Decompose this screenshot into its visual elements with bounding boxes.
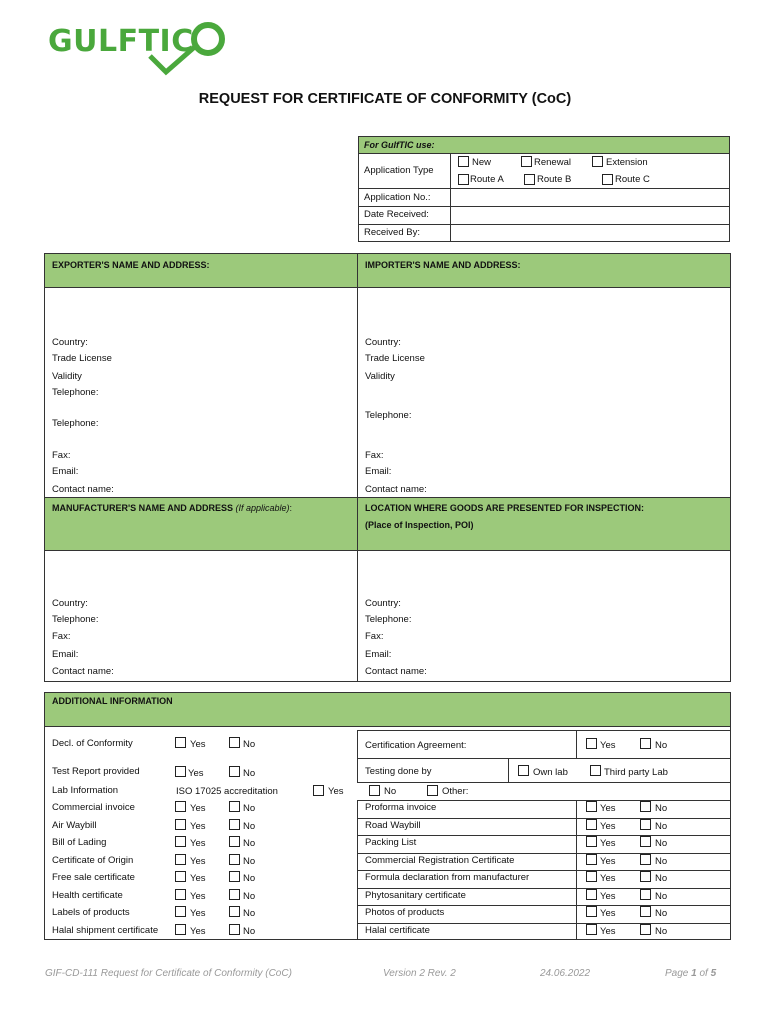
- manufacturer-contact: Contact name:: [52, 666, 114, 677]
- doc-row-left-yes-label: Yes: [190, 890, 206, 902]
- doc-row-right-yes-label: Yes: [600, 855, 616, 867]
- test-report-label: Test Report provided: [52, 766, 140, 777]
- office-use-header: For GulfTIC use:: [364, 140, 435, 150]
- footer-date: 24.06.2022: [540, 968, 591, 979]
- location-address-field[interactable]: [359, 552, 729, 596]
- doc-row-left-label: Health certificate: [52, 889, 123, 901]
- decl-no-checkbox[interactable]: [229, 737, 240, 748]
- doc-row-right-no-checkbox[interactable]: [640, 836, 651, 847]
- doc-row-left-yes-checkbox[interactable]: [175, 819, 186, 830]
- doc-row-left-label: Air Waybill: [52, 819, 97, 831]
- doc-row-left-no-label: No: [243, 803, 256, 814]
- doc-row-left-no-label: No: [243, 908, 256, 919]
- iso-no-label: No: [384, 786, 397, 797]
- application-type-label: Application Type: [364, 165, 434, 176]
- application-no-label: Application No.:: [364, 192, 431, 203]
- doc-row-left-no-checkbox[interactable]: [229, 801, 240, 812]
- location-email: Email:: [365, 649, 392, 660]
- exporter-fax: Fax:: [52, 450, 71, 461]
- doc-row-right-yes-label: Yes: [600, 890, 616, 902]
- iso-no-checkbox[interactable]: [369, 785, 380, 796]
- importer-fax: Fax:: [365, 450, 384, 461]
- received-by-field[interactable]: [452, 225, 728, 241]
- doc-row-right-yes-label: Yes: [600, 925, 616, 937]
- cert-agreement-no-checkbox[interactable]: [640, 738, 651, 749]
- footer-page-of: of: [696, 968, 711, 979]
- third-party-lab-label: Third party Lab: [604, 767, 668, 778]
- doc-row-right-no-checkbox[interactable]: [640, 924, 651, 935]
- own-lab-checkbox[interactable]: [518, 765, 529, 776]
- manufacturer-address-field[interactable]: [46, 552, 355, 596]
- doc-row-left-no-checkbox[interactable]: [229, 836, 240, 847]
- doc-row-left-yes-label: Yes: [190, 820, 206, 832]
- date-received-field[interactable]: [452, 207, 728, 223]
- additional-header: ADDITIONAL INFORMATION: [52, 696, 173, 706]
- location-header: LOCATION WHERE GOODS ARE PRESENTED FOR INSPECTION:: [365, 503, 645, 513]
- importer-email: Email:: [365, 466, 392, 477]
- doc-row-right-label: Road Waybill: [365, 819, 421, 831]
- footer-version: Version 2 Rev. 2: [383, 968, 456, 979]
- route-c-label: Route C: [615, 174, 650, 185]
- test-report-yes-label: Yes: [188, 768, 204, 779]
- exporter-trade-license: Trade License: [52, 353, 112, 364]
- importer-header: IMPORTER'S NAME AND ADDRESS:: [365, 260, 521, 270]
- doc-row-right-yes-checkbox[interactable]: [586, 836, 597, 847]
- doc-row-right-label: Phytosanitary certificate: [365, 889, 466, 901]
- application-no-field[interactable]: [452, 189, 728, 205]
- route-c-checkbox[interactable]: [602, 174, 613, 185]
- iso-yes-label: Yes: [328, 786, 344, 797]
- doc-row-right-yes-label: Yes: [600, 803, 616, 814]
- page-title: REQUEST FOR CERTIFICATE OF CONFORMITY (CoC): [198, 91, 572, 107]
- doc-row-right-no-checkbox[interactable]: [640, 801, 651, 812]
- footer-page-number: 1: [691, 968, 697, 979]
- doc-row-right-no-label: No: [655, 908, 668, 919]
- location-contact: Contact name:: [365, 666, 427, 677]
- doc-row-left-yes-checkbox[interactable]: [175, 906, 186, 917]
- exporter-country: Country:: [52, 337, 88, 348]
- test-report-no-label: No: [243, 768, 256, 779]
- doc-row-right-no-checkbox[interactable]: [640, 854, 651, 865]
- doc-row-right-yes-checkbox[interactable]: [586, 924, 597, 935]
- exporter-telephone-2: Telephone:: [52, 418, 99, 429]
- lab-info-label: Lab Information: [52, 785, 119, 796]
- doc-row-right-label: Proforma invoice: [365, 802, 437, 813]
- doc-row-right-no-label: No: [655, 855, 668, 867]
- doc-row-left-label: Free sale certificate: [52, 872, 135, 883]
- doc-row-left-no-label: No: [243, 820, 256, 832]
- exporter-contact: Contact name:: [52, 484, 114, 495]
- manufacturer-header-title: MANUFACTURER'S NAME AND ADDRESS: [52, 503, 233, 513]
- doc-row-left-yes-checkbox[interactable]: [175, 854, 186, 865]
- importer-contact: Contact name:: [365, 484, 427, 495]
- testing-done-by-label: Testing done by: [365, 766, 432, 777]
- doc-row-right-yes-checkbox[interactable]: [586, 871, 597, 882]
- doc-row-left-no-checkbox[interactable]: [229, 889, 240, 900]
- doc-row-left-no-label: No: [243, 838, 256, 849]
- decl-conformity-label: Decl. of Conformity: [52, 738, 133, 749]
- doc-row-left-yes-label: Yes: [190, 838, 206, 849]
- doc-row-right-label: Formula declaration from manufacturer: [365, 872, 530, 883]
- importer-trade-license: Trade License: [365, 353, 425, 364]
- doc-row-right-no-checkbox[interactable]: [640, 906, 651, 917]
- third-party-lab-checkbox[interactable]: [590, 765, 601, 776]
- other-label: Other:: [442, 786, 469, 797]
- manufacturer-telephone: Telephone:: [52, 614, 99, 625]
- footer-page-prefix: Page: [665, 968, 692, 979]
- new-label: New: [472, 157, 492, 168]
- date-received-label: Date Received:: [364, 209, 429, 220]
- doc-row-right-no-label: No: [655, 925, 668, 937]
- manufacturer-fax: Fax:: [52, 631, 71, 642]
- route-b-checkbox[interactable]: [524, 174, 535, 185]
- extension-label: Extension: [606, 157, 648, 168]
- doc-row-left-yes-label: Yes: [190, 925, 206, 937]
- location-telephone: Telephone:: [365, 614, 412, 625]
- exporter-telephone-1: Telephone:: [52, 387, 99, 398]
- doc-row-right-no-checkbox[interactable]: [640, 819, 651, 830]
- footer-page: [665, 968, 716, 979]
- doc-row-right-no-label: No: [655, 890, 668, 902]
- decl-yes-checkbox[interactable]: [175, 737, 186, 748]
- doc-row-right-yes-label: Yes: [600, 820, 616, 832]
- renewal-label: Renewal: [534, 157, 571, 168]
- cert-agreement-label: Certification Agreement:: [365, 740, 467, 751]
- cert-agreement-yes-label: Yes: [600, 740, 616, 751]
- doc-row-right-no-checkbox[interactable]: [640, 889, 651, 900]
- doc-row-right-yes-label: Yes: [600, 873, 616, 884]
- doc-row-left-no-checkbox[interactable]: [229, 906, 240, 917]
- manufacturer-country: Country:: [52, 598, 88, 609]
- cert-agreement-yes-checkbox[interactable]: [586, 738, 597, 749]
- location-subheader: (Place of Inspection, POI): [365, 520, 474, 530]
- manufacturer-email: Email:: [52, 649, 79, 660]
- doc-row-left-label: Labels of products: [52, 907, 130, 918]
- doc-row-left-yes-label: Yes: [190, 908, 206, 919]
- location-fax: Fax:: [365, 631, 384, 642]
- doc-row-right-yes-checkbox[interactable]: [586, 889, 597, 900]
- doc-row-left-no-label: No: [243, 873, 256, 884]
- exporter-header: EXPORTER'S NAME AND ADDRESS:: [52, 260, 210, 270]
- test-report-yes-checkbox[interactable]: [175, 766, 186, 777]
- importer-validity: Validity: [365, 371, 395, 382]
- doc-row-left-no-label: No: [243, 855, 256, 867]
- logo-checkmark-icon: [48, 14, 238, 84]
- doc-row-right-yes-checkbox[interactable]: [586, 854, 597, 865]
- decl-yes-label: Yes: [190, 739, 206, 750]
- doc-row-right-yes-checkbox[interactable]: [586, 819, 597, 830]
- own-lab-label: Own lab: [533, 767, 568, 778]
- manufacturer-header-note: (If applicable): [235, 503, 290, 513]
- doc-row-left-yes-checkbox[interactable]: [175, 801, 186, 812]
- doc-row-right-no-label: No: [655, 838, 668, 849]
- doc-row-left-label: Bill of Lading: [52, 837, 107, 848]
- doc-row-right-label: Commercial Registration Certificate: [365, 854, 515, 866]
- received-by-label: Received By:: [364, 227, 420, 238]
- exporter-validity: Validity: [52, 371, 82, 382]
- exporter-address-field[interactable]: [46, 289, 355, 337]
- other-checkbox[interactable]: [427, 785, 438, 796]
- doc-row-right-no-label: No: [655, 820, 668, 832]
- doc-row-right-label: Photos of products: [365, 907, 445, 918]
- route-b-label: Route B: [537, 174, 572, 185]
- logo-text: GULFTIC: [48, 24, 194, 59]
- importer-address-field[interactable]: [359, 289, 729, 337]
- extension-checkbox[interactable]: [592, 156, 603, 167]
- doc-row-right-yes-checkbox[interactable]: [586, 801, 597, 812]
- doc-row-left-no-checkbox[interactable]: [229, 854, 240, 865]
- iso-accreditation-label: ISO 17025 accreditation: [176, 786, 278, 797]
- doc-row-left-yes-label: Yes: [190, 855, 206, 867]
- doc-row-right-yes-label: Yes: [600, 908, 616, 919]
- exporter-email: Email:: [52, 466, 79, 477]
- doc-row-right-no-checkbox[interactable]: [640, 871, 651, 882]
- doc-row-left-label: Halal shipment certificate: [52, 924, 159, 936]
- doc-row-right-no-label: No: [655, 803, 668, 814]
- doc-row-left-yes-label: Yes: [190, 803, 206, 814]
- doc-row-left-yes-checkbox[interactable]: [175, 924, 186, 935]
- footer-doc-ref: GIF-CD-111 Request for Certificate of Conformity (CoC): [45, 968, 292, 979]
- footer-page-total: 5: [710, 968, 717, 979]
- doc-row-left-yes-label: Yes: [190, 873, 206, 884]
- renewal-checkbox[interactable]: [521, 156, 532, 167]
- doc-row-left-no-checkbox[interactable]: [229, 819, 240, 830]
- doc-row-left-label: Certificate of Origin: [52, 854, 134, 866]
- decl-no-label: No: [243, 739, 256, 750]
- doc-row-right-yes-checkbox[interactable]: [586, 906, 597, 917]
- doc-row-left-no-label: No: [243, 925, 256, 937]
- route-a-label: Route A: [470, 174, 504, 185]
- doc-row-right-no-label: No: [655, 873, 668, 884]
- gulftic-logo: [48, 14, 238, 84]
- doc-row-left-yes-checkbox[interactable]: [175, 871, 186, 882]
- test-report-no-checkbox[interactable]: [229, 766, 240, 777]
- cert-agreement-no-label: No: [655, 740, 668, 751]
- doc-row-left-no-checkbox[interactable]: [229, 924, 240, 935]
- location-country: Country:: [365, 598, 401, 609]
- manufacturer-header-colon: :: [289, 503, 293, 513]
- doc-row-left-no-label: No: [243, 890, 256, 902]
- doc-row-right-yes-label: Yes: [600, 838, 616, 849]
- manufacturer-header: [52, 503, 292, 513]
- iso-yes-checkbox[interactable]: [313, 785, 324, 796]
- doc-row-right-label: Halal certificate: [365, 924, 430, 936]
- doc-row-right-label: Packing List: [365, 837, 417, 848]
- importer-country: Country:: [365, 337, 401, 348]
- new-checkbox[interactable]: [458, 156, 469, 167]
- route-a-checkbox[interactable]: [458, 174, 469, 185]
- doc-row-left-no-checkbox[interactable]: [229, 871, 240, 882]
- doc-row-left-yes-checkbox[interactable]: [175, 836, 186, 847]
- doc-row-left-label: Commercial invoice: [52, 802, 135, 813]
- importer-telephone: Telephone:: [365, 410, 412, 421]
- doc-row-left-yes-checkbox[interactable]: [175, 889, 186, 900]
